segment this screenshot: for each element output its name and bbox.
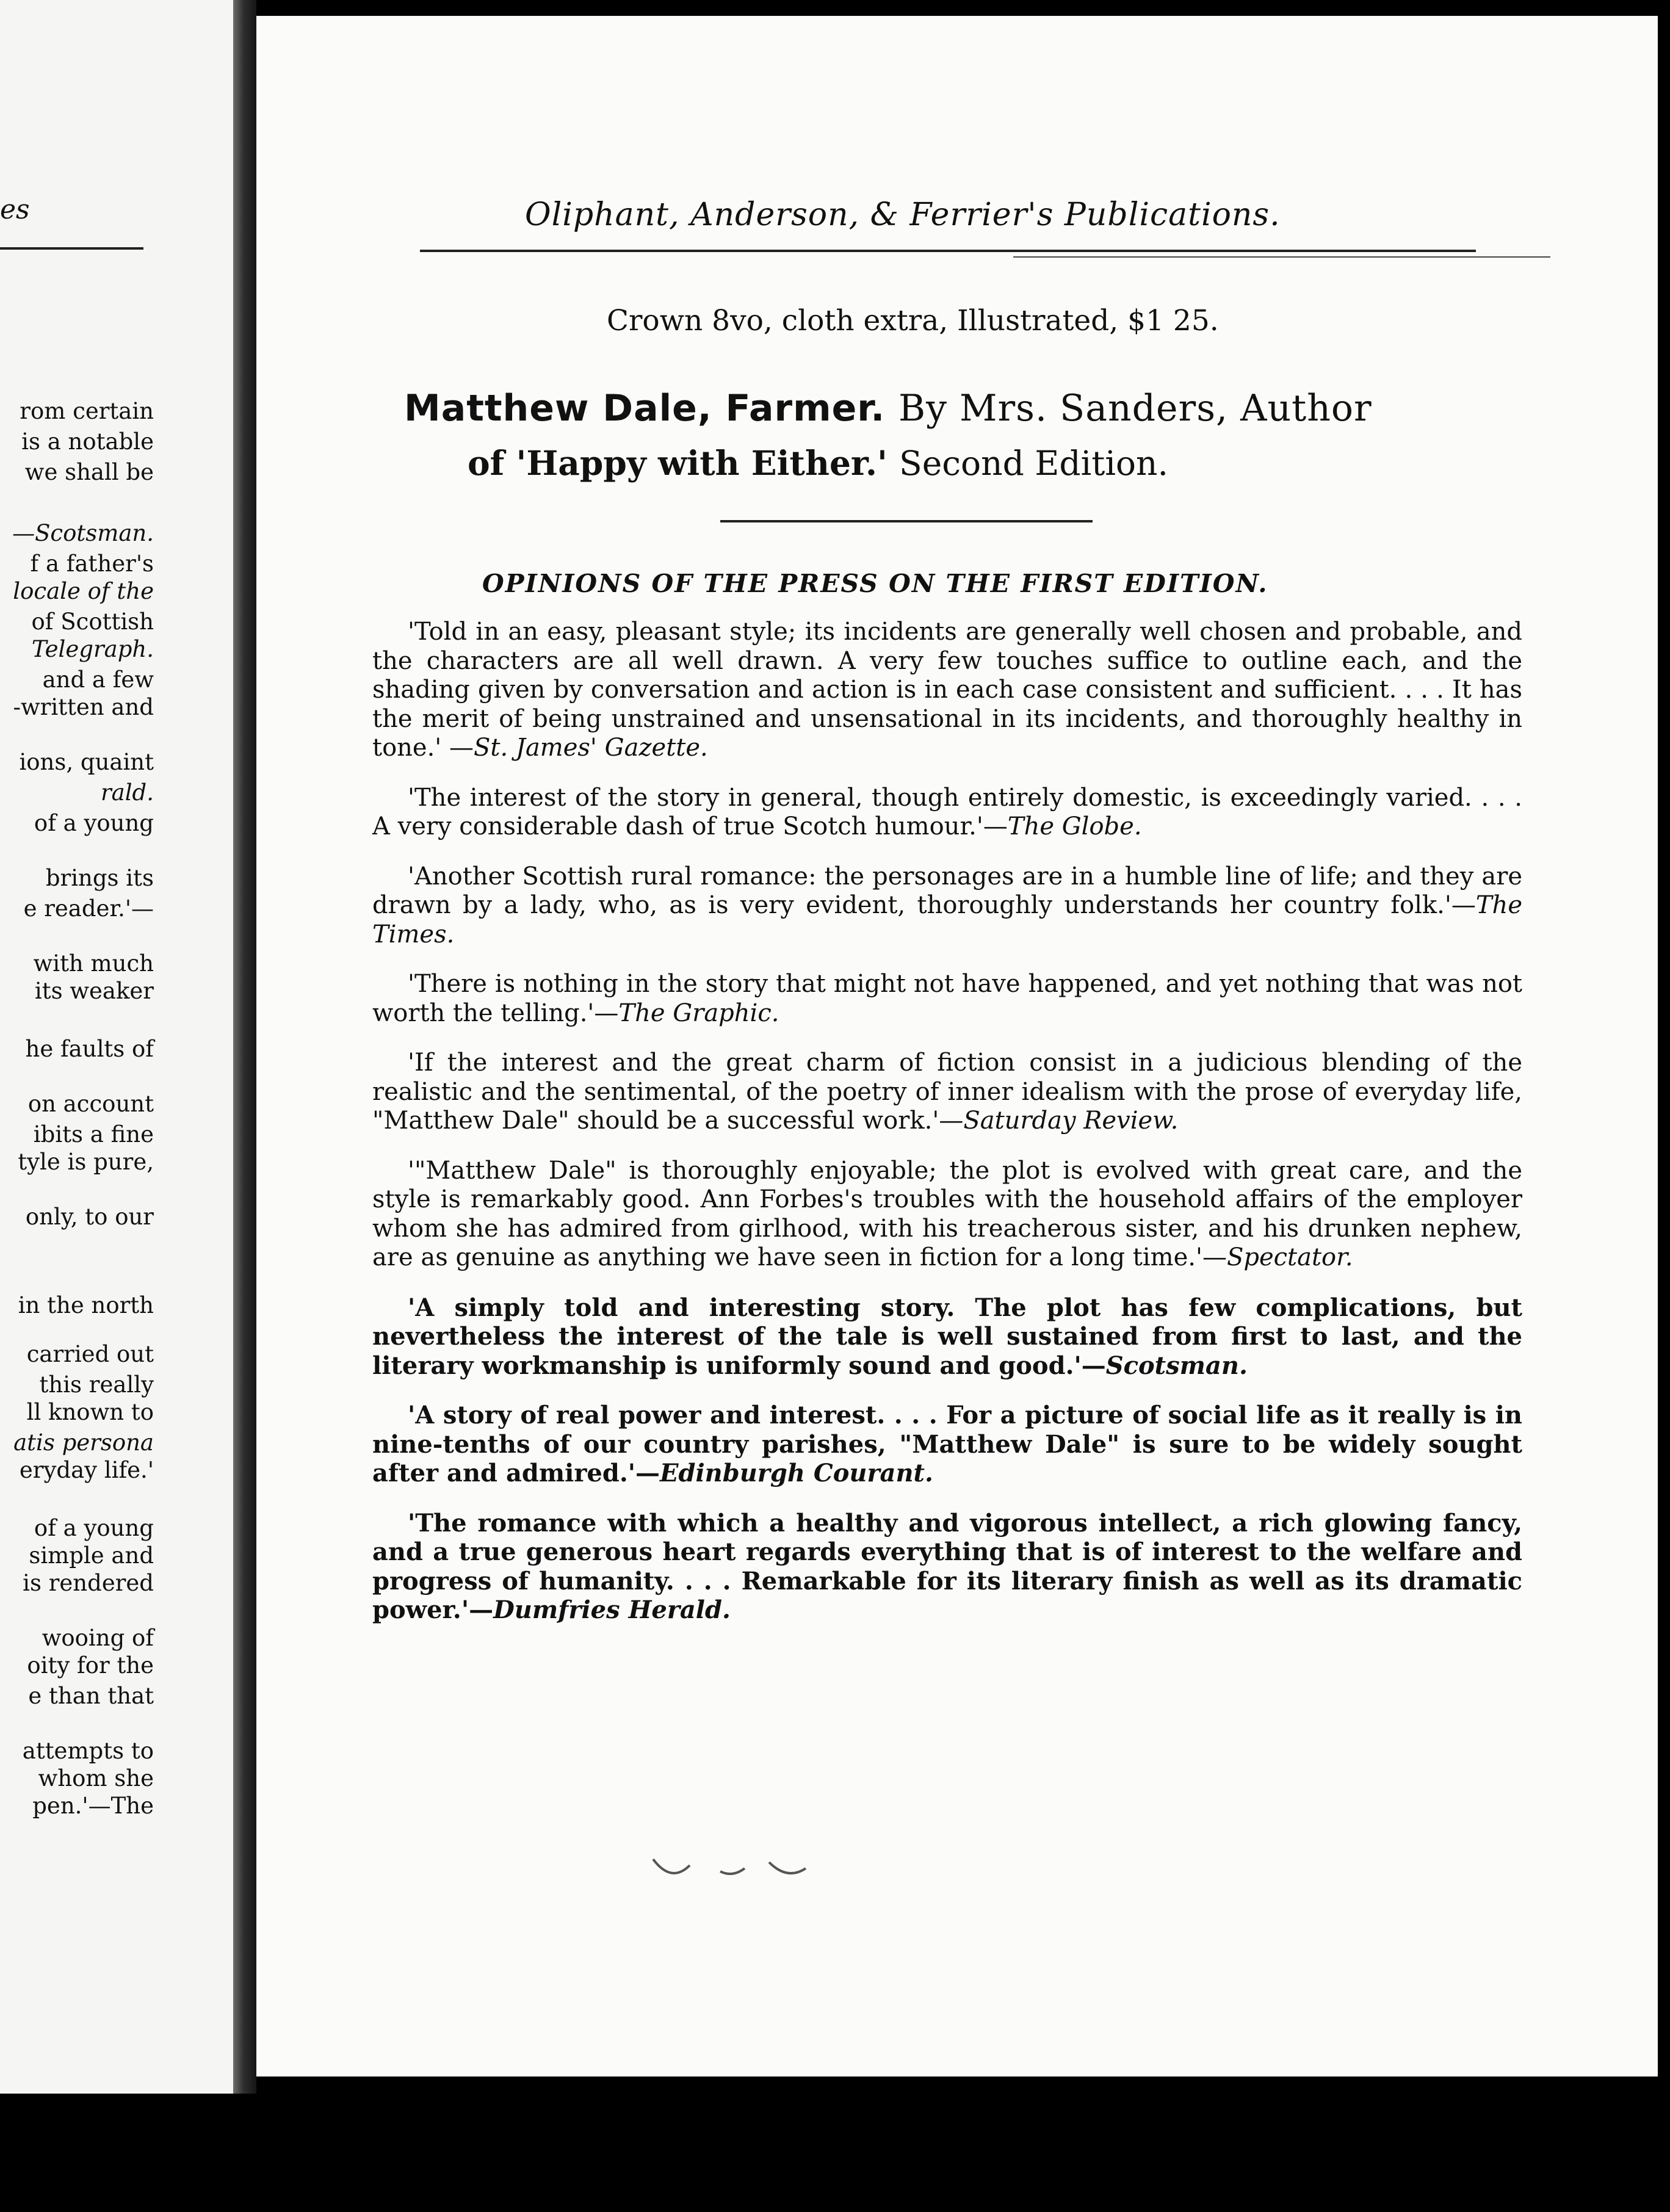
left-page-header-rule xyxy=(0,247,143,250)
quote-source: The Graphic. xyxy=(618,999,779,1027)
left-page-fragment: rom certain xyxy=(20,398,154,424)
left-page-fragment: and a few xyxy=(42,667,154,693)
left-page-fragment: —Scotsman. xyxy=(12,520,154,546)
opinions-heading: OPINIONS OF THE PRESS ON THE FIRST EDITION. xyxy=(482,569,1268,598)
left-page-fragment: ibits a fine xyxy=(33,1121,154,1148)
quote-body xyxy=(372,1293,1522,1381)
press-quote xyxy=(372,1157,1522,1273)
left-page-fragment: attempts to xyxy=(22,1738,154,1764)
quote-text: '"Matthew Dale" is thoroughly enjoyable; the plot is evolved with great care, and the style is remarkably good. Ann Forbes's troubles with the household affairs of the employer whom she has admired from girlhood, with his treacherous sister, and his drunken nephew, are as genuine as anything we have seen in fiction for a long time.'— xyxy=(372,1156,1522,1271)
quote-source: The Times. xyxy=(372,891,1522,949)
left-page-fragment: is rendered xyxy=(23,1570,154,1596)
quote-body xyxy=(372,1509,1522,1625)
quote-body xyxy=(372,1157,1522,1273)
page-mark xyxy=(647,1847,824,1890)
press-quote xyxy=(372,784,1522,842)
press-quote xyxy=(372,970,1522,1028)
book-subtitle: of 'Happy with Either.' xyxy=(468,443,887,483)
press-quote xyxy=(372,862,1522,950)
left-page-fragment: atis persona xyxy=(13,1429,154,1456)
press-quote xyxy=(372,1401,1522,1488)
header-rule-secondary xyxy=(1013,256,1550,258)
left-page-fragment: its weaker xyxy=(34,978,154,1004)
left-page-fragment: is a notable xyxy=(21,428,154,455)
left-page-fragment: carried out xyxy=(26,1341,154,1367)
quote-source: St. James' Gazette. xyxy=(474,734,708,762)
quote-body xyxy=(372,784,1522,842)
book-author: By Mrs. Sanders, Author xyxy=(898,387,1372,430)
edition-line: Crown 8vo, cloth extra, Illustrated, $1 25. xyxy=(607,304,1219,338)
left-page-fragment: simple and xyxy=(29,1542,154,1569)
left-page-fragment: on account xyxy=(27,1091,154,1117)
left-page-fragment: brings its xyxy=(45,865,154,891)
quote-source: Dumfries Herald. xyxy=(493,1596,731,1624)
left-page-fragment: e reader.'— xyxy=(23,895,154,922)
left-page-fragment: f a father's xyxy=(30,551,154,577)
quote-body xyxy=(372,618,1522,763)
left-page-fragment: of a young xyxy=(34,1515,154,1541)
quote-source: Saturday Review. xyxy=(963,1107,1179,1135)
left-page-fragment: ions, quaint xyxy=(19,749,154,775)
left-page-fragment: eryday life.' xyxy=(19,1457,154,1483)
left-page-fragment: only, to our xyxy=(25,1204,154,1230)
quote-source: The Globe. xyxy=(1007,812,1142,840)
quote-body xyxy=(372,1049,1522,1136)
left-page-fragment: he faults of xyxy=(25,1036,154,1062)
quote-text: 'If the interest and the great charm of fiction consist in a judicious blending of the realistic and the sentimental, of the poetry of inner idealism with the prose of everyday life, "Matthew Dale" should be a successful work.'— xyxy=(372,1049,1522,1135)
press-quote xyxy=(372,618,1522,763)
left-facing-page xyxy=(0,0,233,2094)
quote-body xyxy=(372,1401,1522,1488)
right-page xyxy=(256,16,1658,2076)
book-gutter xyxy=(233,0,256,2094)
left-page-fragment: in the north xyxy=(18,1292,154,1318)
press-quote xyxy=(372,1293,1522,1381)
left-page-fragment: rald. xyxy=(100,779,154,806)
quote-source: Edinburgh Courant. xyxy=(660,1459,933,1487)
quote-text: 'The interest of the story in general, though entirely domestic, is exceedingly varied. . . . A very considerable dash of true Scotch humour.'— xyxy=(372,783,1522,840)
running-head: Oliphant, Anderson, & Ferrier's Publications. xyxy=(525,197,1281,233)
book-title: Matthew Dale, Farmer. xyxy=(404,387,886,430)
left-page-fragment: tyle is pure, xyxy=(18,1149,154,1175)
header-rule xyxy=(420,250,1476,252)
left-page-fragment: Telegraph. xyxy=(31,636,154,662)
book-edition: Second Edition. xyxy=(899,444,1168,483)
quote-text: 'Told in an easy, pleasant style; its incidents are generally well chosen and probable, and the characters are all well drawn. A very few touches suffice to outline each, and the shading given by conversation and action is in each case consistent and sufficient. . . . It has the merit of being unstrained and unsensational in its incidents, and thoroughly healthy in tone.' — xyxy=(372,618,1522,762)
left-page-fragment: oity for the xyxy=(27,1652,154,1679)
left-page-fragment: wooing of xyxy=(42,1625,154,1651)
left-page-fragment: of a young xyxy=(34,810,154,836)
quote-text: 'There is nothing in the story that might not have happened, and yet nothing that was not worth the telling.'— xyxy=(372,970,1522,1027)
quote-text: 'A story of real power and interest. . . . For a picture of social life as it really is in nine-tenths of our country parishes, "Matthew Dale" is sure to be widely sought after and admired.'— xyxy=(372,1401,1522,1487)
book-subtitle-line xyxy=(468,443,1168,483)
left-page-fragment: we shall be xyxy=(24,459,154,485)
section-rule xyxy=(720,520,1093,522)
quote-text: 'Another Scottish rural romance: the personages are in a humble line of life; and they are drawn by a lady, who, as is very evident, thoroughly understands her country folk.'— xyxy=(372,862,1522,919)
quote-source: Spectator. xyxy=(1226,1243,1353,1271)
press-quotes xyxy=(372,618,1522,1646)
quote-body xyxy=(372,862,1522,950)
quote-text: 'The romance with which a healthy and vigorous intellect, a rich glowing fancy, and a true generous heart regards everything that is of interest to the welfare and progress of humanity. . . . Remarkable for its literary finish as well as its dramatic power.'— xyxy=(372,1508,1522,1624)
quote-text: 'A simply told and interesting story. The plot has few complications, but nevertheless the interest of the tale is well sustained from first to last, and the literary workmanship is uniformly sound and good.'— xyxy=(372,1293,1522,1380)
left-page-header-fragment: es xyxy=(0,194,30,225)
left-page-fragment: ll known to xyxy=(26,1399,154,1425)
press-quote xyxy=(372,1049,1522,1136)
left-page-fragment: e than that xyxy=(28,1683,154,1709)
left-page-fragment: whom she xyxy=(38,1765,154,1791)
press-quote xyxy=(372,1509,1522,1625)
left-page-fragment: of Scottish xyxy=(31,609,154,635)
left-page-fragment: this really xyxy=(39,1372,154,1398)
quote-body xyxy=(372,970,1522,1028)
book-title-line xyxy=(404,387,1372,430)
left-page-fragment: -written and xyxy=(13,694,154,720)
left-page-fragment: with much xyxy=(33,950,154,977)
left-page-fragment: pen.'—The xyxy=(32,1793,154,1819)
quote-source: Scotsman. xyxy=(1105,1351,1248,1380)
left-page-fragment: locale of the xyxy=(13,578,154,604)
